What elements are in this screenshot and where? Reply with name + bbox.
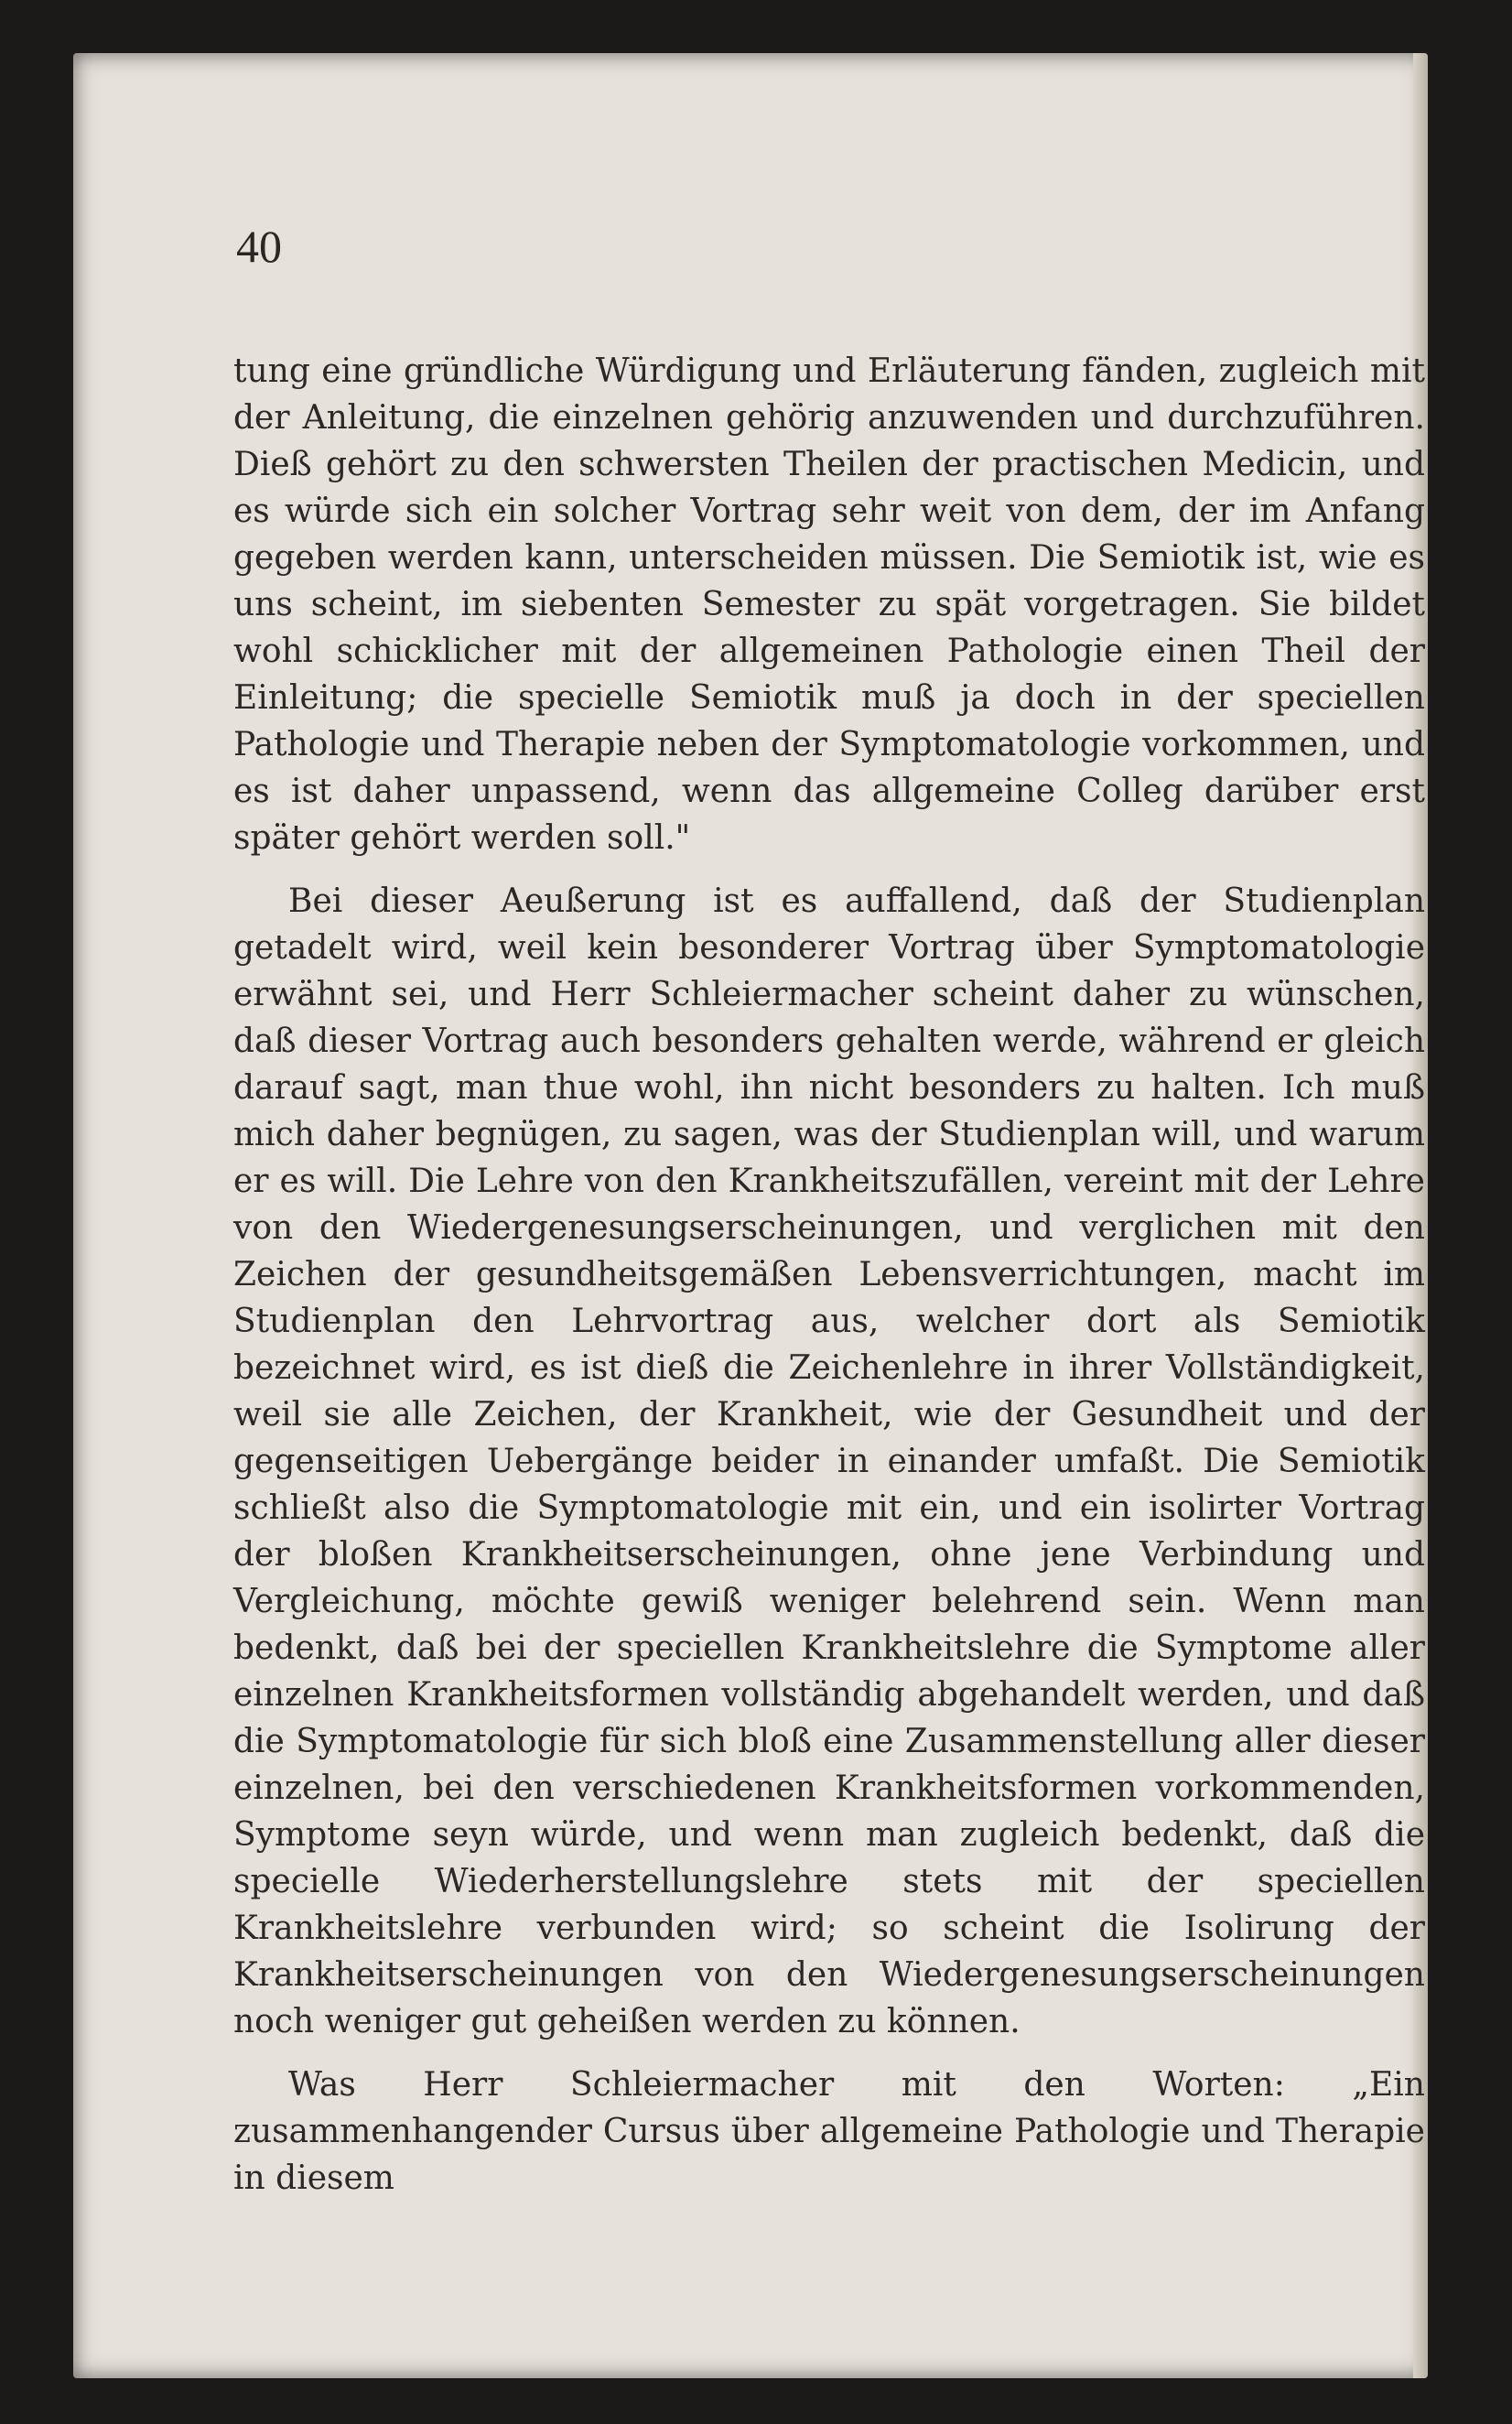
- paragraph-3: Was Herr Schleiermacher mit den Worten: „Ein zusammenhangender Cursus über allgemeine Pathologie und Therapie in diesem: [233, 2066, 1425, 2197]
- paragraph-2: Bei dieser Aeußerung ist es auffallend, daß der Studienplan getadelt wird, weil kein besonderer Vortrag über Symptomatologie erwähnt sei, und Herr Schleiermacher scheint daher zu wünschen, daß dieser Vortrag auch besonders gehalten werde, während er gleich darauf sagt, man thue wohl, ihn nicht besonders zu halten. Ich muß mich daher begnügen, zu sagen, was der Studienplan will, und warum er es will. Die Lehre von den Krankheitszufällen, vereint mit der Lehre von den Wiedergenesungserscheinungen, und verglichen mit den Zeichen der gesundheitsgemäßen Lebensverrichtungen, macht im Studienplan den Lehrvortrag aus, welcher dort als Semiotik bezeichnet wird, es ist dieß die Zeichenlehre in ihrer Vollständigkeit, weil sie alle Zeichen, der Krankheit, wie der Gesundheit und der gegenseitigen Uebergänge beider in einander umfaßt. Die Semiotik schließt also die Symptomatologie mit ein, und ein isolirter Vortrag der bloßen Krankheitserscheinungen, ohne jene Verbindung und Vergleichung, möchte gewiß weniger belehrend sein. Wenn man bedenkt, daß bei der speciellen Krankheitslehre die Symptome aller einzelnen Krankheitsformen vollständig abgehandelt werden, und daß die Symptomatologie für sich bloß eine Zusammenstellung aller dieser einzelnen, bei den verschiedenen Krankheitsformen vorkommenden, Symptome seyn würde, und wenn man zugleich bedenkt, daß die specielle Wiederherstellungslehre stets mit der speciellen Krankheitslehre verbunden wird; so scheint die Isolirung der Krankheitserscheinungen von den Wiedergenesungserscheinungen noch weniger gut geheißen werden zu können.: [233, 882, 1425, 2040]
- book-page: [73, 53, 1428, 2378]
- paragraph-1: tung eine gründliche Würdigung und Erläuterung fänden, zugleich mit der Anleitung, die einzelnen gehörig anzuwenden und durchzuführen. Dieß gehört zu den schwersten Theilen der practischen Medicin, und es würde sich ein solcher Vortrag sehr weit von dem, der im Anfang gegeben werden kann, unterscheiden müssen. Die Semiotik ist, wie es uns scheint, im siebenten Semester zu spät vorgetragen. Sie bildet wohl schicklicher mit der allgemeinen Pathologie einen Theil der Einleitung; die specielle Semiotik muß ja doch in der speciellen Pathologie und Therapie neben der Symptomatologie vorkommen, und es ist daher unpassend, wenn das allgemeine Colleg darüber erst später gehört werden soll.": [233, 352, 1425, 857]
- page-number: 40: [236, 221, 282, 272]
- body-text: [233, 348, 1425, 2218]
